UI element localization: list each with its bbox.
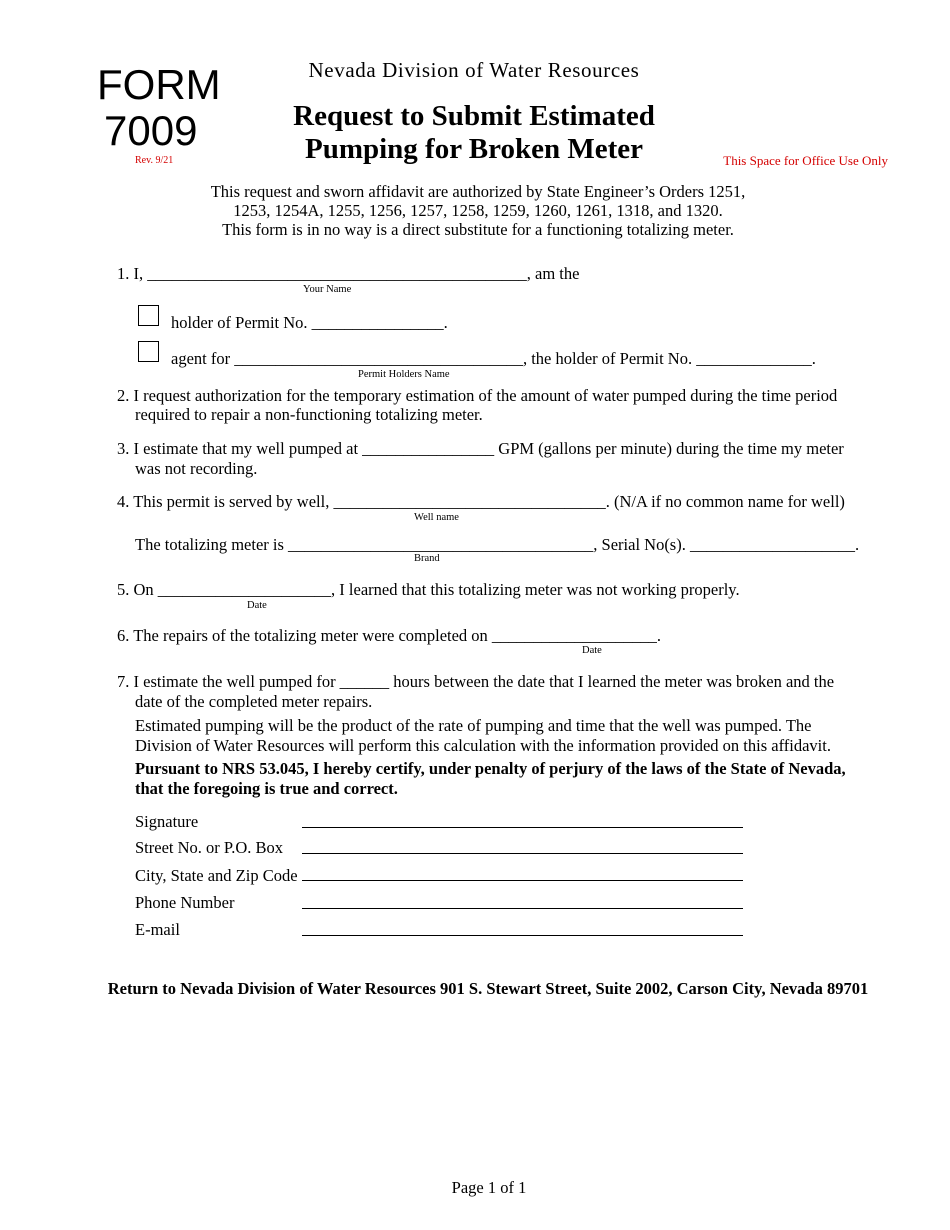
date-caption-5: Date bbox=[247, 600, 267, 611]
intro-line-2: 1253, 1254A, 1255, 1256, 1257, 1258, 1259, 1260, 1261, 1318, and 1320. bbox=[233, 201, 723, 220]
brand-caption: Brand bbox=[414, 553, 440, 564]
form-number: 7009 bbox=[104, 107, 198, 154]
signature-label: Signature bbox=[135, 812, 199, 831]
signature-line[interactable] bbox=[302, 827, 743, 828]
item-1-name-field[interactable]: 1. I, ______________________________________________, am the bbox=[117, 264, 580, 283]
city-state-zip-label: City, State and Zip Code bbox=[135, 866, 298, 885]
phone-line[interactable] bbox=[302, 908, 743, 909]
estimate-note-line-2: Division of Water Resources will perform this calculation with the information provided on this affidavit. bbox=[135, 736, 831, 755]
item-4-well-field[interactable]: 4. This permit is served by well, _________________________________. (N/A if no common name for well) bbox=[117, 492, 845, 511]
estimate-note-line-1: Estimated pumping will be the product of the rate of pumping and time that the well was pumped. The bbox=[135, 716, 812, 735]
office-use-label: This Space for Office Use Only bbox=[723, 153, 888, 168]
street-line[interactable] bbox=[302, 853, 743, 854]
item-3-line-2: was not recording. bbox=[135, 459, 258, 478]
street-label: Street No. or P.O. Box bbox=[135, 838, 284, 857]
item-2-line-2: required to repair a non-functioning totalizing meter. bbox=[135, 405, 483, 424]
your-name-caption: Your Name bbox=[303, 284, 352, 295]
item-2-line-1: 2. I request authorization for the temporary estimation of the amount of water pumped during the time period bbox=[117, 386, 838, 405]
holder-permit-field[interactable]: holder of Permit No. ________________. bbox=[171, 313, 448, 332]
city-state-zip-line[interactable] bbox=[302, 880, 743, 881]
agency-name: Nevada Division of Water Resources bbox=[308, 58, 640, 82]
well-name-caption: Well name bbox=[414, 512, 459, 523]
agent-permit-field[interactable]: agent for ___________________________________, the holder of Permit No. ______________. bbox=[171, 349, 816, 368]
certification-line-1: Pursuant to NRS 53.045, I hereby certify, under penalty of perjury of the laws of the State of Nevada, bbox=[135, 759, 846, 778]
intro-line-1: This request and sworn affidavit are authorized by State Engineer’s Orders 1251, bbox=[210, 182, 746, 201]
item-5-date-field[interactable]: 5. On _____________________, I learned that this totalizing meter was not working properly. bbox=[117, 580, 740, 599]
phone-label: Phone Number bbox=[135, 893, 235, 912]
form-title-line1: Request to Submit Estimated bbox=[293, 100, 655, 132]
intro-line-3: This form is in no way is a direct substitute for a functioning totalizing meter. bbox=[222, 220, 734, 239]
certification-line-2: that the foregoing is true and correct. bbox=[135, 779, 398, 798]
item-6-date-field[interactable]: 6. The repairs of the totalizing meter were completed on ____________________. bbox=[117, 626, 662, 645]
page-number: Page 1 of 1 bbox=[451, 1178, 527, 1197]
form-label: FORM bbox=[97, 61, 221, 108]
permit-holders-name-caption: Permit Holders Name bbox=[358, 369, 450, 380]
form-title-line2: Pumping for Broken Meter bbox=[304, 133, 644, 165]
revision-date: Rev. 9/21 bbox=[135, 155, 174, 166]
item-7-hours-field[interactable]: 7. I estimate the well pumped for ______ hours between the date that I learned the meter was broken and the bbox=[117, 672, 835, 691]
holder-checkbox[interactable] bbox=[138, 305, 159, 326]
agent-checkbox[interactable] bbox=[138, 341, 159, 362]
return-address: Return to Nevada Division of Water Resources 901 S. Stewart Street, Suite 2002, Carson City, Nevada 89701 bbox=[107, 979, 869, 998]
email-line[interactable] bbox=[302, 935, 743, 936]
item-3-gpm-field[interactable]: 3. I estimate that my well pumped at ________________ GPM (gallons per minute) during the time my meter bbox=[117, 439, 844, 458]
item-7-line-2: date of the completed meter repairs. bbox=[135, 692, 373, 711]
meter-brand-serial-field[interactable]: The totalizing meter is _____________________________________, Serial No(s). ____________________. bbox=[135, 535, 860, 554]
date-caption-6: Date bbox=[582, 645, 602, 656]
email-label: E-mail bbox=[135, 920, 180, 939]
